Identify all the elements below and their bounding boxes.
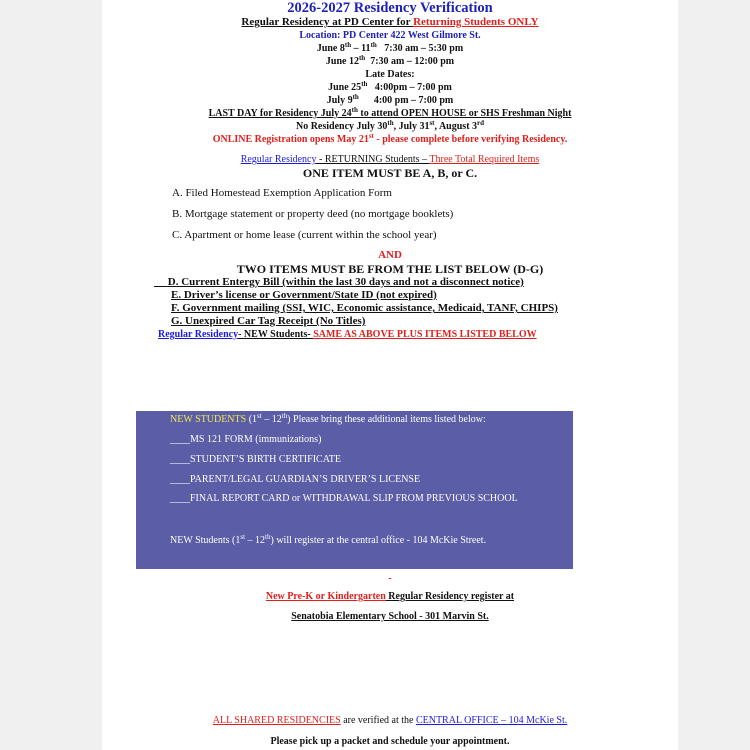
new-students-footer: NEW Students (1st – 12th) will register at the central office - 104 McKie Street.: [170, 533, 487, 546]
document-page: [102, 0, 678, 750]
item-g: G. Unexpired Car Tag Receipt (No Titles): [171, 315, 366, 327]
date-june-12: June 12th 7:30 am – 12:00 pm: [325, 54, 455, 67]
prek-line-2: Senatobia Elementary School - 301 Marvin St.: [291, 611, 489, 622]
shared-residencies-line: ALL SHARED RESIDENCIES are verified at the CENTRAL OFFICE – 104 McKie St.: [212, 715, 568, 726]
item-d: D. Current Entergy Bill (within the last 30 days and not a disconnect notice): [167, 276, 524, 288]
item-e: E. Driver’s license or Government/State ID (not expired): [171, 289, 437, 301]
date-june-25: June 25th 4:00pm – 7:00 pm: [328, 80, 452, 93]
item-a: A. Filed Homestead Exemption Application Form: [172, 187, 392, 199]
online-registration-line: ONLINE Registration opens May 21st - please complete before verifying Residency.: [212, 132, 568, 145]
one-item-heading: ONE ITEM MUST BE A, B, or C.: [302, 166, 478, 180]
date-june-8-11: June 8th – 11th 7:30 am – 5:30 pm: [316, 41, 464, 54]
packet-line: Please pick up a packet and schedule your appointment.: [270, 736, 510, 747]
prek-dash: -: [388, 573, 392, 584]
new-students-lead: NEW STUDENTS (1st – 12th) Please bring these additional items listed below:: [170, 412, 486, 425]
subtitle: [102, 16, 678, 28]
location-line: Location: PD Center 422 West Gilmore St.: [299, 30, 481, 41]
returning-heading: Regular Residency - RETURNING Students – Three Total Required Items: [240, 154, 540, 165]
item-f: F. Government mailing (SSI, WIC, Economic assistance, Medicaid, TANF, CHIPS): [171, 302, 558, 314]
checklist-report-card: ____FINAL REPORT CARD or WITHDRAWAL SLIP FROM PREVIOUS SCHOOL: [170, 493, 518, 504]
subtitle-regular: Regular Residency at PD Center for: [241, 16, 414, 28]
last-day-line: LAST DAY for Residency July 24th to attend OPEN HOUSE or SHS Freshman Night: [208, 106, 572, 119]
no-residency-line: No Residency July 30th, July 31st, August 3rd: [295, 119, 485, 132]
checklist-ms121: ____MS 121 FORM (immunizations): [170, 434, 322, 445]
new-students-line: Regular Residency- NEW Students- SAME AS ABOVE PLUS ITEMS LISTED BELOW: [158, 329, 537, 340]
new-students-box: [136, 411, 573, 569]
prek-line-1: New Pre-K or Kindergarten Regular Residency register at: [265, 591, 515, 602]
and-label: AND: [378, 249, 402, 261]
two-items-heading: TWO ITEMS MUST BE FROM THE LIST BELOW (D-G): [236, 262, 544, 276]
subtitle-returning: Returning Students ONLY: [413, 16, 539, 28]
document-title: 2026-2027 Residency Verification: [287, 0, 493, 16]
checklist-birth-certificate: ____STUDENT’S BIRTH CERTIFICATE: [170, 454, 342, 465]
item-b: B. Mortgage statement or property deed (no mortgage booklets): [172, 208, 454, 220]
checklist-guardian-license: ____PARENT/LEGAL GUARDIAN’S DRIVER’S LICENSE: [170, 474, 421, 485]
late-dates-label: Late Dates:: [365, 69, 415, 80]
item-c: C. Apartment or home lease (current within the school year): [172, 229, 437, 241]
date-july-9: July 9th 4:00 pm – 7:00 pm: [326, 93, 454, 106]
